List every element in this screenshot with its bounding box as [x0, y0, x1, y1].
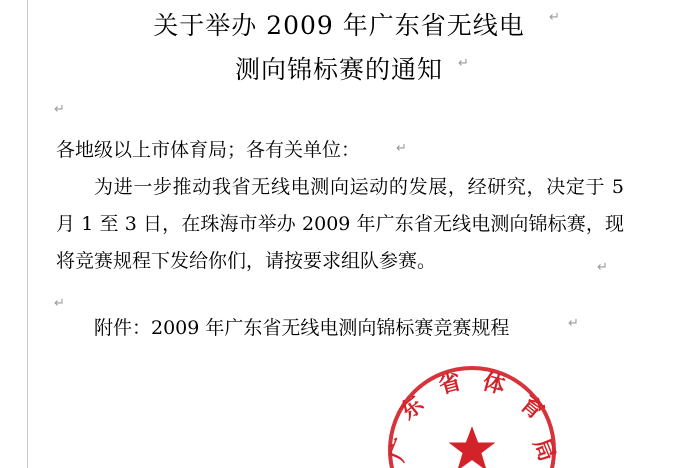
paragraph-mark-icon: ↵: [549, 10, 560, 25]
seal-star-icon: [446, 424, 498, 468]
title-line-1: 关于举办 2009 年广东省无线电: [153, 11, 525, 40]
document-title: [0, 4, 678, 92]
official-seal: [383, 366, 561, 468]
document-body: [56, 132, 624, 347]
paragraph-mark-icon: ↵: [568, 316, 579, 331]
paragraph-mark-icon: ↵: [54, 102, 65, 117]
paragraph-mark-icon: ↵: [597, 260, 608, 275]
paragraph-mark-icon: ↵: [396, 141, 407, 156]
body-paragraph: 为进一步推动我省无线电测向运动的发展，经研究，决定于 5 月 1 至 3 日，在珠海市举办 2009 年广东省无线电测向锦标赛，现将竞赛规程下发给你们，请按要求组队参赛。: [56, 176, 624, 272]
attachment-line: 附件：2009 年广东省无线电测向锦标赛竞赛规程: [94, 317, 510, 339]
title-line-2: 测向锦标赛的通知: [234, 55, 443, 84]
seal-characters: 东 省 体 育 局 广: [383, 368, 561, 466]
paragraph-spacer: [56, 280, 624, 310]
paragraph-mark-icon: ↵: [458, 56, 469, 71]
salutation: 各地级以上市体育局；各有关单位：: [56, 139, 361, 161]
paragraph-mark-icon: ↵: [54, 296, 65, 311]
